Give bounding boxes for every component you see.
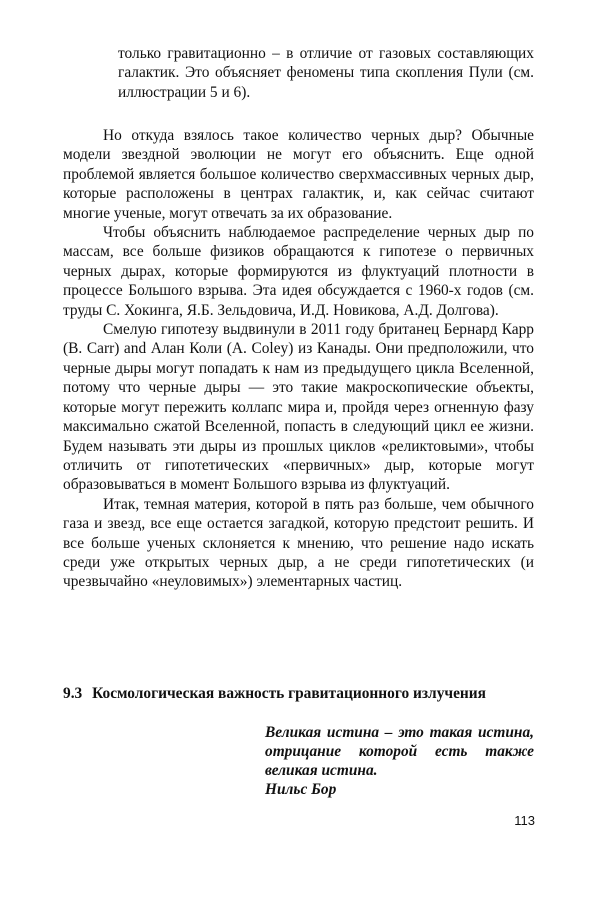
continued-paragraph bbox=[118, 44, 534, 102]
paragraph-black-holes-origin: Но откуда взялось такое количество черных дыр? Обычные модели звездной эволюции не могут его объяснить. Еще одной проблемой является большое количество сверхмассивных черных дыр, которые расположены в центрах галактик, и, как сейчас считают многие ученые, могут отвечать за их образование. bbox=[63, 127, 534, 222]
section-title: Космологическая важность гравитационного излучения bbox=[92, 685, 486, 702]
paragraph-relic-black-holes: Смелую гипотезу выдвинули в 2011 году британец Бернард Карр (B. Carr) and Алан Коли (A. Coley) из Канады. Они предположили, что черные дыры могут попадать к нам из предыдущего цикла Вселенной, потому что черные дыры — это такие макроскопические объекты, которые могут пережить коллапс мира и, пройдя через огненную фазу максимально сжатой Вселенной, попасть в следующий цикл ее жизни. Будем называть эти дыры из прошлых циклов «реликтовыми», чтобы отличить от гипотетических «первичных» дыр, которые могут образовываться в момент Большого взрыва из флуктуаций. bbox=[63, 321, 534, 494]
section-number: 9.3 bbox=[63, 685, 83, 702]
epigraph-quote: Великая истина – это такая истина, отрицание которой есть также великая истина. bbox=[265, 724, 534, 779]
paragraph-primordial-black-holes: Чтобы объяснить наблюдаемое распределение черных дыр по массам, все больше физиков обращаются к гипотезе о первичных черных дырах, которые формируются из флуктуаций плотности в процессе Большого взрыва. Эта идея обсуждается с 1960-х годов (см. труды С. Хокинга, Я.Б. Зельдовича, И.Д. Новикова, А.Д. Долгова). bbox=[63, 224, 534, 319]
epigraph bbox=[265, 723, 534, 799]
section-heading bbox=[63, 684, 543, 704]
continued-paragraph-text: только гравитационно – в отличие от газовых составляющих галактик. Это объясняет феномены типа скопления Пули (см. иллюстрации 5 и 6). bbox=[118, 45, 534, 101]
epigraph-author: Нильс Бор bbox=[265, 781, 337, 798]
page-number: 113 bbox=[514, 813, 535, 828]
body-text bbox=[63, 126, 534, 592]
paragraph-dark-matter-conclusion: Итак, темная материя, которой в пять раз больше, чем обычного газа и звезд, все еще остается загадкой, которую предстоит решить. И все больше ученых склоняется к мнению, что решение надо искать среди уже открытых черных дыр, а не среди гипотетических (и чрезвычайно «неуловимых») элементарных частиц. bbox=[63, 495, 534, 591]
